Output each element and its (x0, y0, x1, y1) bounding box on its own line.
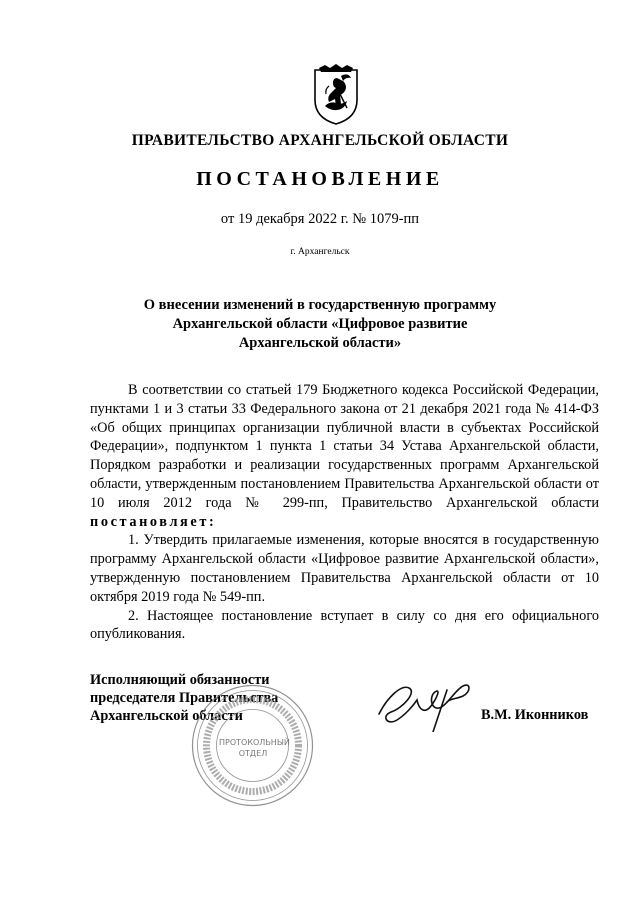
document-city: г. Архангельск (290, 247, 350, 257)
heading-line: О внесении изменений в государственную программу (143, 297, 497, 313)
heading-line: Архангельской области «Цифровое развитие (172, 316, 468, 332)
document-type: ПОСТАНОВЛЕНИЕ (196, 168, 444, 190)
resolves-word: постановляет (90, 513, 209, 530)
signatory-title-line: Исполняющий обязанности (90, 672, 270, 688)
intro-text: В соответствии со статьей 179 Бюджетного кодекса Российской Федерации, пунктами 1 и 3 статьи 33 Федерального закона от 21 декабря 2021 года № 414-ФЗ «Об общих принципах организации публичной власти в субъектах Российской Федерации», подпунктом 1 пункта 1 статьи 34 Устава Архангельской области, Порядком разработки и реализации государственных программ Архангельской области, утвержденным постановлением Правительства Архангельской области от 10 июля 2012 года № 299-пп, Правительство Архангельской области (90, 382, 599, 511)
government-title: ПРАВИТЕЛЬСТВО АРХАНГЕЛЬСКОЙ ОБЛАСТИ (131, 132, 509, 149)
intro-paragraph (90, 381, 599, 531)
coat-of-arms-emblem (311, 64, 361, 126)
item-1-paragraph: 1. Утвердить прилагаемые изменения, которые вносятся в государственную программу Архангельской области «Цифровое развитие Архангельской области», утвержденную постановлением Правительства Архангельской области от 10 октября 2019 года № 549-пп. (90, 532, 599, 605)
stamp-center-text (219, 737, 290, 759)
resolution-body (90, 381, 599, 644)
handwritten-signature (373, 670, 478, 732)
signatory-title-line: Архангельской области (90, 708, 243, 724)
resolves-colon: : (208, 513, 217, 530)
stamp-line: ПРОТОКОЛЬНЫЙ (219, 738, 290, 747)
heading-line: Архангельской области» (238, 335, 402, 351)
stamp-line: ОТДЕЛ (238, 749, 268, 758)
document-date-number: от 19 декабря 2022 г. № 1079-пп (220, 211, 420, 227)
item-2-paragraph: 2. Настоящее постановление вступает в силу со дня его официального опубликования. (90, 607, 599, 643)
resolution-heading (120, 296, 520, 353)
signer-name: В.М. Иконников (481, 707, 589, 723)
signatory-title-line: председателя Правительства (90, 690, 279, 706)
